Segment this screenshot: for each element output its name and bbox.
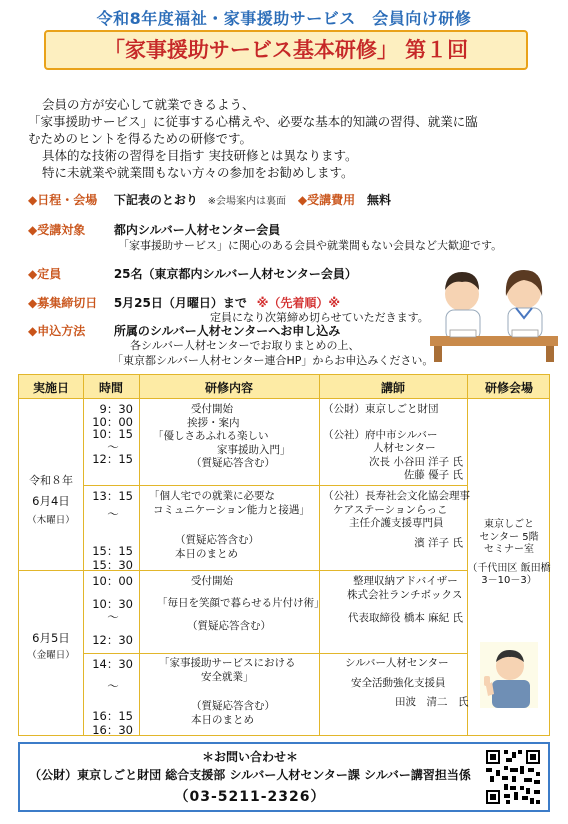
b4-lecturer: シルバー人材センター 安全活動強化支援員 田波 清二 氏 (345, 657, 469, 708)
intro-line: 「家事援助サービス」に従事する心構えや、必要な基本的知識の習得、就業に臨 (28, 114, 478, 129)
schedule-note: ※会場案内は裏面 (207, 196, 287, 207)
b2-lecturer: （公社）長寿社会文化協会理事 ケアステーションらっこ 主任介護支援専門員 濱 洋子 氏 (323, 490, 470, 549)
col-header-lecturer: 講師 (380, 381, 405, 395)
col-header-date: 実施日 (32, 381, 69, 395)
qr-code-icon[interactable] (484, 748, 542, 806)
schedule-row (28, 191, 391, 208)
apply-sub: 「東京都シルバー人材センター連合HP」からお申込みください。 (112, 354, 434, 367)
deadline-sub: 定員になり次第締め切らせていただきます。 (210, 311, 429, 324)
apply-label: ◆ 申込方法 (28, 322, 110, 339)
contact-heading: ＊お問い合わせ＊ (201, 750, 298, 764)
b3-content: 受付開始 「毎日を笑顔で暮らせる片付け術」 （質疑応答含む） (157, 575, 325, 632)
schedule-label: ◆ 日程・会場 (28, 191, 110, 208)
col-header-content: 研修内容 (204, 381, 253, 395)
schedule-table (18, 374, 550, 736)
intro-line: 具体的な技術の習得を目指す 実技研修とは異なります。 (42, 148, 358, 163)
fee-value: 無料 (366, 193, 391, 207)
target-value: 都内シルバー人材センター会員 (113, 223, 281, 237)
contact-org: （公財）東京しごと財団 総合支援部 シルバー人材センター課 シルバー講習担当係 (29, 768, 471, 782)
deadline-label: ◆ 募集締切日 (28, 294, 110, 311)
b2-times: 13：15 ～ 15：15 15：30 (92, 489, 133, 572)
target-sub: 「家事援助サービス」に関心のある会員や就業間もない会員など大歓迎です。 (118, 239, 503, 252)
intro-line: 会員の方が安心して就業できるよう、 (42, 97, 255, 112)
deadline-value: 5月25日（月曜日）まで (113, 296, 247, 310)
b1-content: 受付開始 挨拶・案内 「優しさあふれる楽しい 家事援助入門」 （質疑応答含む） (153, 403, 291, 469)
b1-lecturer: （公財）東京しごと財団 （公社）府中市シルバー 人材センター 次長 小谷田 洋子 氏 佐藤 優子 氏 (323, 403, 463, 481)
deadline-note: ※（先着順）※ (256, 296, 341, 310)
b3-times: 10：00 10：30 ～ 12：30 (92, 574, 133, 647)
col-header-time: 時間 (98, 381, 123, 395)
intro-line: 特に未就業や就業間もない方々の参加をお勧めします。 (42, 165, 354, 180)
b3-lecturer: 整理収納アドバイザー 株式会社ランチボックス 代表取締役 橋本 麻紀 氏 (347, 575, 463, 624)
b2-content: 「個人宅での就業に必要な コミュニケーション能力と接遇」 （質疑応答含む） 本日のまとめ (149, 490, 310, 560)
target-row (28, 221, 280, 238)
capacity-value: 25名（東京都内シルバー人材センター会員） (113, 267, 357, 281)
target-label: ◆ 受講対象 (28, 221, 110, 238)
students-studying-illustration (428, 258, 560, 363)
capacity-row (28, 265, 357, 282)
venue: 東京しごと センター 5階 セミナー室 （千代田区 飯田橋 3－10－3） (467, 519, 551, 586)
b4-times: 14：30 ～ 16：15 16：30 (92, 657, 133, 737)
intro-line: むためのヒントを得るための研修です。 (28, 131, 253, 146)
intro-text (28, 96, 548, 181)
day2-date: 6月5日 （金曜日） (27, 631, 75, 661)
contact-box (18, 742, 550, 812)
apply-sub: 各シルバー人材センターでお取りまとめの上、 (130, 339, 360, 352)
apply-value: 所属のシルバー人材センターへお申し込み (113, 324, 341, 338)
b4-content: 「家事援助サービスにおける 安全就業」 （質疑応答含む） 本日のまとめ (159, 657, 296, 726)
page-title: 「家事援助サービス基本研修」 第１回 (44, 30, 528, 70)
schedule-value: 下記表のとおり (113, 193, 198, 207)
day1-date: 令和８年 6月4日 （木曜日） (27, 474, 75, 526)
fee-label: ◆ 受講費用 (298, 191, 355, 208)
worker-thumbs-up-illustration (480, 642, 538, 708)
b1-times: 9：30 10：00 10：15 ～ 12：15 (92, 402, 133, 466)
contact-phone: （03-5211-2326） (174, 789, 326, 805)
col-header-venue: 研修会場 (484, 381, 533, 395)
page-subtitle: 令和8年度福祉・家事援助サービス 会員向け研修 (96, 9, 472, 28)
capacity-label: ◆ 定員 (28, 265, 110, 282)
